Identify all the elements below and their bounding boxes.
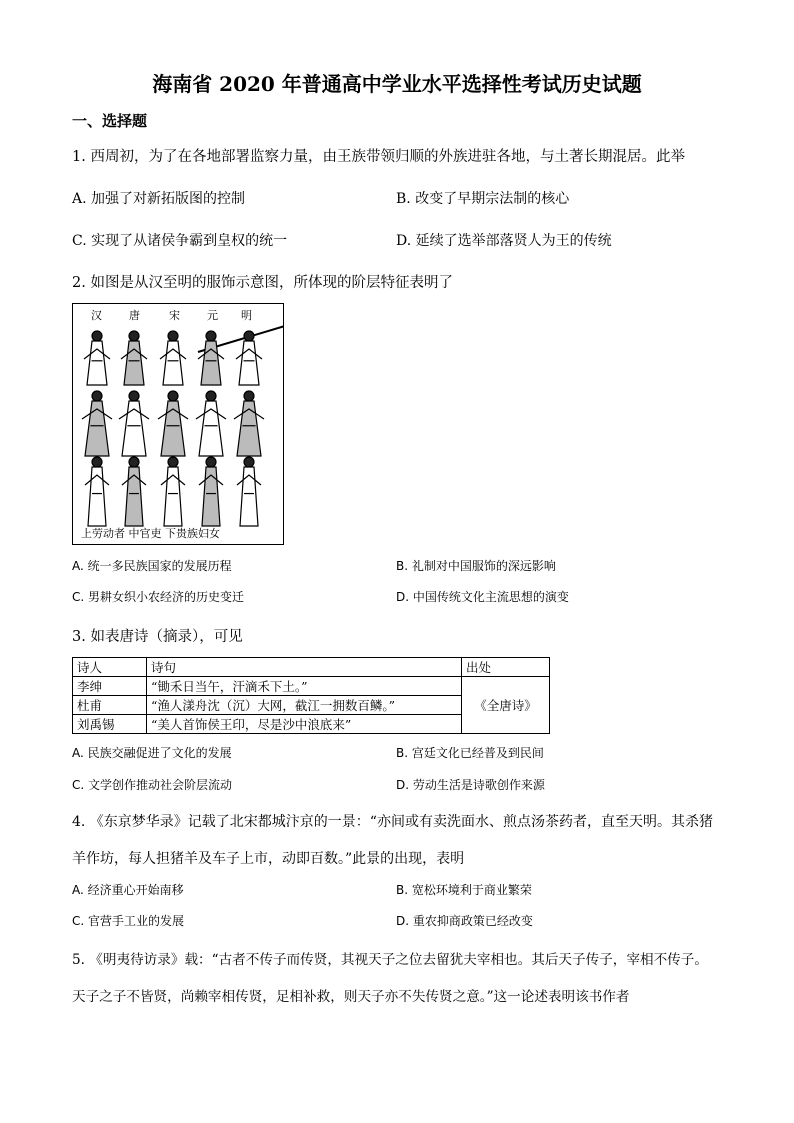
page-title: 海南省 2020 年普通高中学业水平选择性考试历史试题: [152, 72, 642, 96]
person-figure: [84, 331, 110, 385]
header-poet: 诗人: [73, 658, 147, 677]
person-figure: [234, 391, 264, 456]
person-figure: [121, 331, 147, 385]
q3-option-b: B. 宫廷文化已经普及到民间: [396, 746, 544, 760]
cell-verse: “锄禾日当午，汗滴禾下土。”: [147, 677, 462, 696]
person-figure: [122, 457, 146, 526]
clothing-illustration: [73, 304, 283, 544]
person-figure: [199, 457, 223, 526]
person-figure: [82, 391, 112, 456]
cell-poet: 杜甫: [73, 696, 147, 715]
era-label-yuan: 元: [207, 309, 218, 322]
q1-option-c: C. 实现了从诸侯争霸到皇权的统一: [72, 233, 288, 249]
person-figure: [158, 391, 188, 456]
q1-option-d: D. 延续了选举部落贤人为王的传统: [396, 233, 612, 249]
q1-option-b: B. 改变了早期宗法制的核心: [396, 191, 570, 207]
person-figure: [85, 457, 109, 526]
cell-verse: “美人首饰侯王印，尽是沙中浪底来”: [147, 715, 462, 734]
q4-stem-line1: 4. 《东京梦华录》记载了北宋都城汴京的一景：“亦间或有卖洗面水、煎点汤茶药者，直至天明。其杀猪: [72, 814, 713, 830]
person-figure: [196, 391, 226, 456]
section-heading: 一、选择题: [72, 112, 148, 130]
person-figure: [160, 331, 186, 385]
person-figure: [119, 391, 149, 456]
q4-option-d: D. 重农抑商政策已经改变: [396, 914, 533, 928]
q3-option-d: D. 劳动生活是诗歌创作来源: [396, 778, 545, 792]
q4-option-c: C. 官营手工业的发展: [72, 914, 185, 928]
cell-poet: 刘禹锡: [73, 715, 147, 734]
clothing-figure: [72, 303, 284, 545]
q4-option-a: A. 经济重心开始南移: [72, 883, 184, 897]
q2-stem: 2. 如图是从汉至明的服饰示意图，所体现的阶层特征表明了: [72, 275, 453, 291]
era-label-song: 宋: [169, 309, 180, 322]
q4-option-b: B. 宽松环境利于商业繁荣: [396, 883, 532, 897]
q2-option-d: D. 中国传统文化主流思想的演变: [396, 590, 569, 604]
q2-option-a: A. 统一多民族国家的发展历程: [72, 559, 232, 573]
era-label-han: 汉: [91, 309, 102, 322]
poem-table: [72, 657, 550, 734]
person-figure: [198, 331, 224, 385]
q1-option-a: A. 加强了对新拓版图的控制: [72, 191, 246, 207]
person-figure: [237, 457, 261, 526]
person-figure: [161, 457, 185, 526]
header-source: 出处: [462, 658, 550, 677]
q3-option-a: A. 民族交融促进了文化的发展: [72, 746, 232, 760]
table-header-row: [73, 658, 550, 677]
table-row: [73, 677, 550, 696]
era-label-ming: 明: [241, 309, 252, 322]
figure-caption: 上劳动者 中官吏 下贵族妇女: [81, 527, 220, 540]
q3-option-c: C. 文学创作推动社会阶层流动: [72, 778, 233, 792]
q3-stem: 3. 如表唐诗（摘录），可见: [72, 629, 243, 645]
q2-option-b: B. 礼制对中国服饰的深远影响: [396, 559, 556, 573]
q2-option-c: C. 男耕女织小农经济的历史变迁: [72, 590, 245, 604]
q1-stem: 1. 西周初，为了在各地部署监察力量，由王族带领归顺的外族进驻各地，与土著长期混居。此举: [72, 149, 685, 165]
era-label-tang: 唐: [129, 309, 140, 322]
q4-stem-line2: 羊作坊，每人担猪羊及车子上市，动即百数。”此景的出现，表明: [72, 851, 465, 867]
cell-verse: “渔人漾舟沈（沉）大网，截江一拥数百鳞。”: [147, 696, 462, 715]
cell-poet: 李绅: [73, 677, 147, 696]
q5-stem-line2: 天子之子不皆贤，尚赖宰相传贤，足相补救，则天子亦不失传贤之意。”这一论述表明该书作者: [72, 989, 630, 1005]
cell-source: 《全唐诗》: [462, 677, 550, 734]
header-verse: 诗句: [147, 658, 462, 677]
q5-stem-line1: 5. 《明夷待访录》载：“古者不传子而传贤，其视天子之位去留犹夫宰相也。其后天子传子，宰相不传子。: [72, 952, 708, 968]
